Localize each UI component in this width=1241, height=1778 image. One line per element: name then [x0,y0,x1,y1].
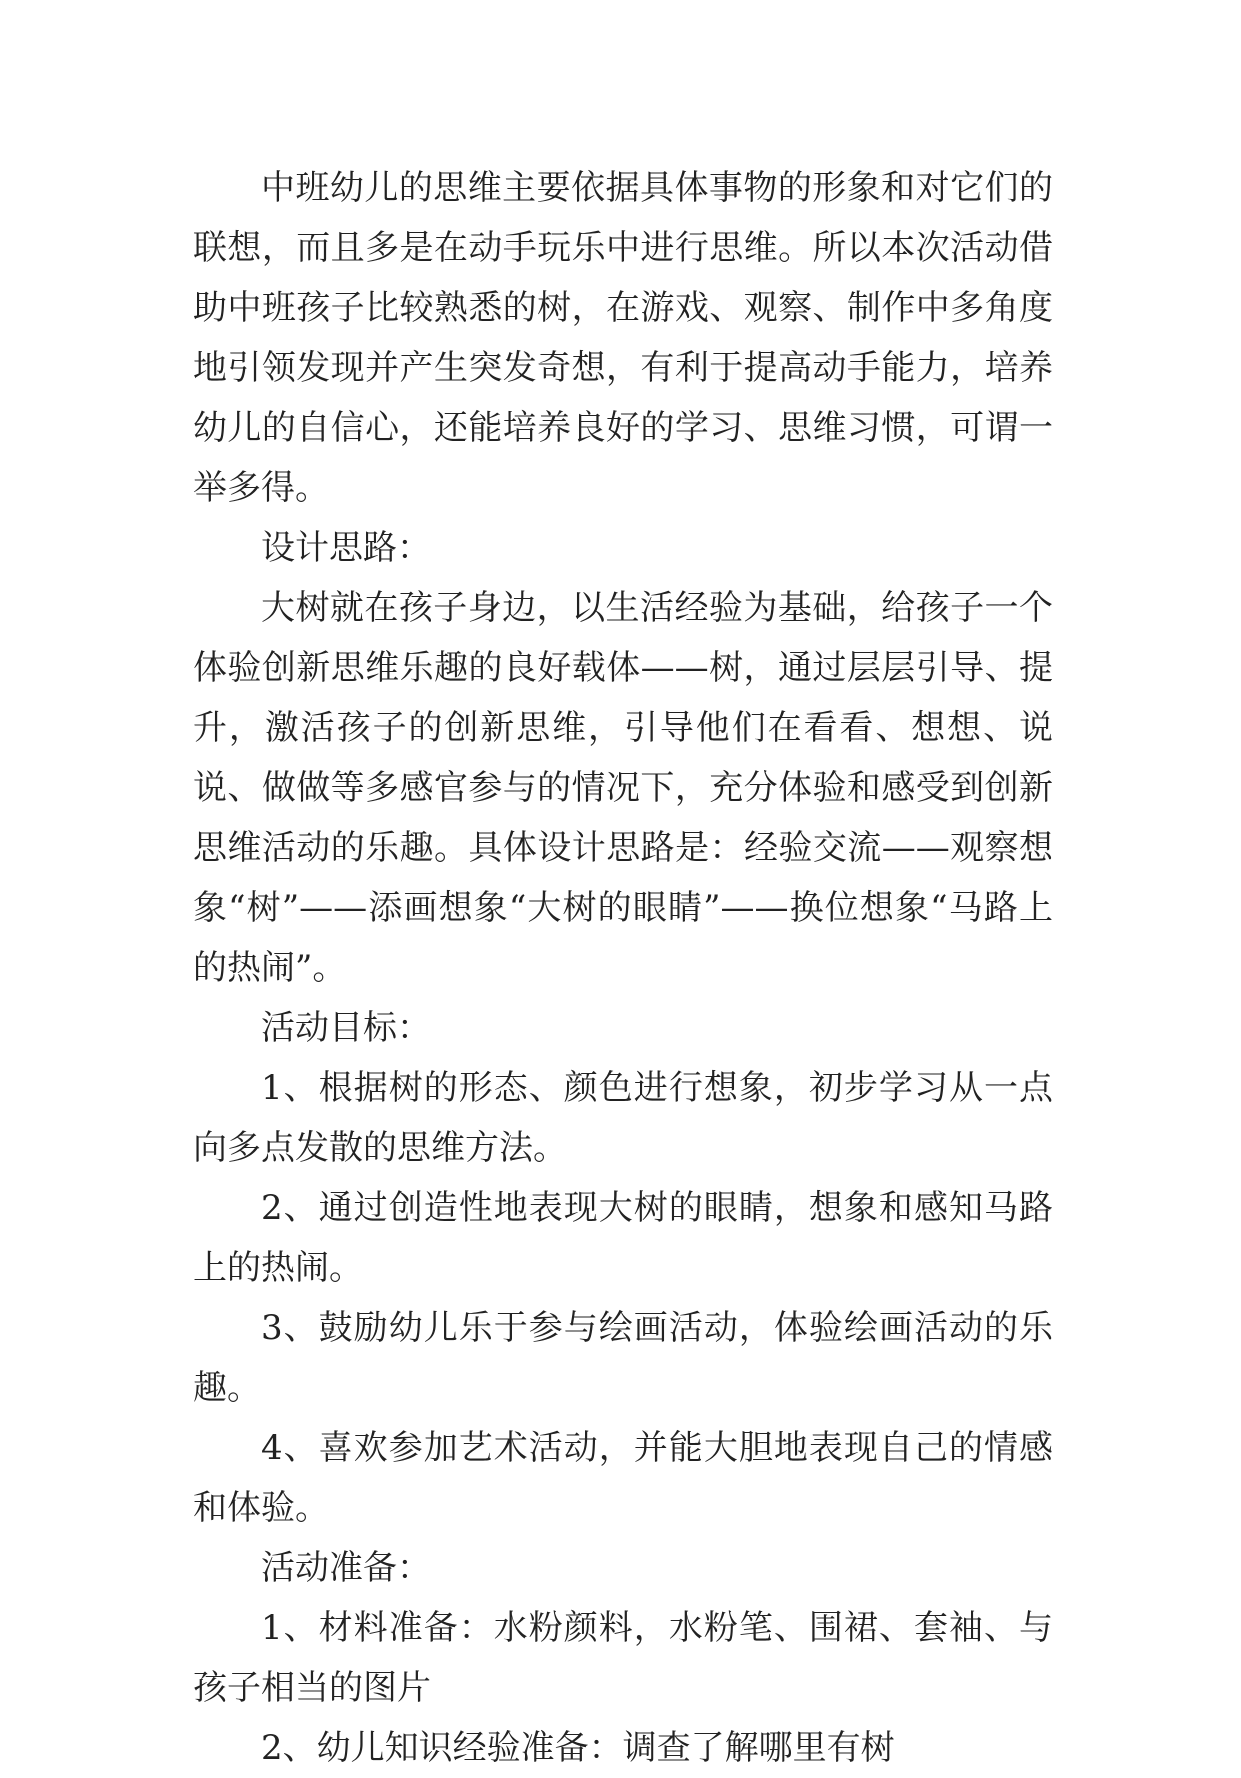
goal-item-4: 4、喜欢参加艺术活动，并能大胆地表现自己的情感和体验。 [193,1428,1053,1528]
goal-item-1: 1、根据树的形态、颜色进行想象，初步学习从一点向多点发散的思维方法。 [193,1068,1053,1168]
preparation-item-2: 2、幼儿知识经验准备：调查了解哪里有树 [261,1728,895,1768]
document-page [193,158,1053,1778]
preparation-item-1: 1、材料准备：水粉颜料，水粉笔、围裙、套袖、与孩子相当的图片 [193,1608,1053,1708]
section-heading-preparation: 活动准备： [261,1548,431,1588]
section-heading-design: 设计思路： [261,528,431,568]
design-paragraph: 大树就在孩子身边，以生活经验为基础，给孩子一个体验创新思维乐趣的良好载体——树，通过层层引导、提升，激活孩子的创新思维，引导他们在看看、想想、说说、做做等多感官参与的情况下，充分体验和感受到创新思维活动的乐趣。具体设计思路是：经验交流——观察想象“树”——添画想象“大树的眼睛”——换位想象“马路上的热闹”。 [193,588,1053,988]
goal-item-2: 2、通过创造性地表现大树的眼睛，想象和感知马路上的热闹。 [193,1188,1053,1288]
goal-item-3: 3、鼓励幼儿乐于参与绘画活动，体验绘画活动的乐趣。 [193,1308,1053,1408]
section-heading-goals: 活动目标： [261,1008,431,1048]
intro-paragraph: 中班幼儿的思维主要依据具体事物的形象和对它们的联想，而且多是在动手玩乐中进行思维。所以本次活动借助中班孩子比较熟悉的树，在游戏、观察、制作中多角度地引领发现并产生突发奇想，有利于提高动手能力，培养幼儿的自信心，还能培养良好的学习、思维习惯，可谓一举多得。 [193,168,1053,508]
